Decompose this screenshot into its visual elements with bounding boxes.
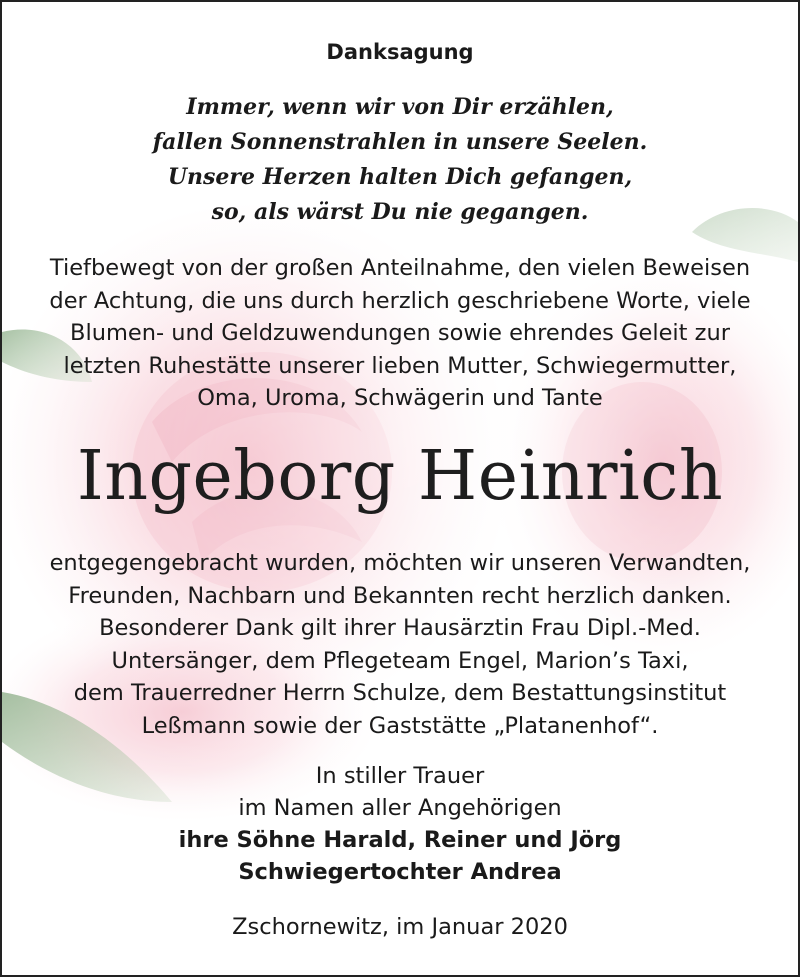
poem-line: fallen Sonnenstrahlen in unsere Seelen. [152, 129, 648, 155]
place-date: Zschornewitz, im Januar 2020 [232, 914, 568, 940]
poem-line: so, als wärst Du nie gegangen. [211, 199, 589, 225]
thanks-paragraph-main [2, 547, 798, 743]
closing-line: In stiller Trauer [315, 763, 485, 789]
paragraph-line: dem Trauerredner Herrn Schulze, dem Bestattungsinstitut [73, 680, 727, 707]
paragraph-line: Oma, Uroma, Schwägerin und Tante [197, 385, 603, 412]
poem-line: Unsere Herzen halten Dich gefangen, [167, 164, 633, 190]
closing-signature [2, 760, 798, 888]
paragraph-line: Untersänger, dem Pflegeteam Engel, Marion’s Taxi, [111, 647, 689, 674]
paragraph-line: Besonderer Dank gilt ihrer Hausärztin Frau Dipl.-Med. [99, 615, 701, 642]
obituary-content [2, 2, 798, 975]
paragraph-line: letzten Ruhestätte unserer lieben Mutter, Schwiegermutter, [63, 352, 737, 379]
paragraph-line: Blumen- und Geldzuwendungen sowie ehrendes Geleit zur [70, 320, 730, 347]
paragraph-line: der Achtung, die uns durch herzlich geschriebene Worte, viele [49, 287, 751, 314]
family-names: ihre Söhne Harald, Reiner und Jörg [178, 827, 622, 853]
family-names: Schwiegertochter Andrea [238, 859, 562, 885]
paragraph-line: Freunden, Nachbarn und Bekannten recht herzlich danken. [68, 582, 732, 609]
heading: Danksagung [326, 40, 474, 64]
paragraph-line: entgegengebracht wurden, möchten wir unseren Verwandten, [49, 550, 751, 576]
poem-line: Immer, wenn wir von Dir erzählen, [186, 94, 614, 120]
poem [2, 90, 798, 230]
thanks-paragraph-intro [2, 252, 798, 415]
deceased-name: Ingeborg Heinrich [76, 437, 724, 516]
closing-line: im Namen aller Angehörigen [238, 795, 562, 821]
paragraph-line: Tiefbewegt von der großen Anteilnahme, den vielen Beweisen [49, 255, 751, 281]
paragraph-line: Leßmann sowie der Gaststätte „Platanenhof“. [141, 712, 659, 739]
